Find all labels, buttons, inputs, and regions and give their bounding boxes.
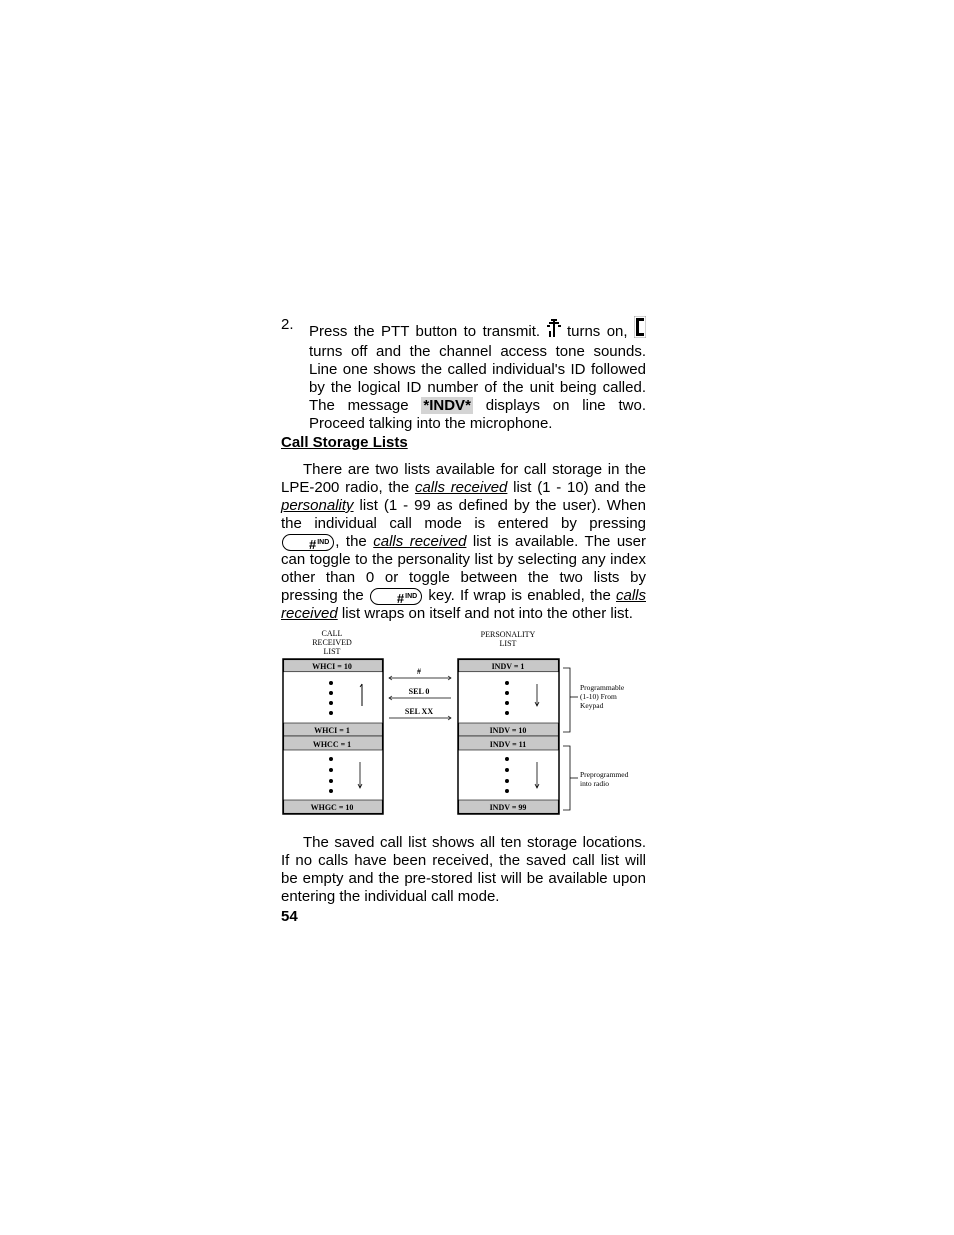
page-number: 54 [281,908,298,925]
para1-text-c: list (1 - 99 as defined by the user). When the individual call mode is entered by pressing [281,497,646,532]
left-cell-2: WHCI = 1 [314,726,350,735]
step-text-d: displays on line two. Proceed talking into the microphone. [309,397,646,432]
arrow-label-hash: # [417,667,421,676]
personality-list-box [458,659,559,814]
para1-text-g: list wraps on itself and not into the other list. [341,605,633,622]
left-cell-1: WHCI = 10 [312,662,352,671]
bracket-bottom [563,746,578,810]
note-top-line-1: Programmable [580,683,625,692]
left-title-line-2: RECEIVED [312,638,352,647]
indv-message: *INDV* [423,397,471,414]
left-title-line-1: CALL [321,629,343,638]
key-superscript: IND [317,539,330,546]
note-top-line-2: (1-10) From [580,692,617,701]
left-title-line-3: LIST [323,647,341,656]
note-bottom-line-1: Preprogrammed [580,770,629,779]
personality-term: personality [281,497,354,514]
key-symbol: # [309,537,317,552]
left-cell-3: WHCC = 1 [312,740,352,749]
note-bottom-line-2: into radio [580,779,609,788]
left-cell-4: WHGC = 10 [310,803,354,812]
step-2-text [309,316,646,433]
note-top-line-3: Keypad [580,701,604,710]
arrow-label-sel-0: SEL 0 [408,687,430,696]
para1-text-b: list (1 - 10) and the [513,479,646,496]
bracket-top [563,668,578,732]
para1-text-d: , the [335,533,367,550]
step-text-c: turns off and the channel access tone sounds. Line one shows the called individual's ID followed by the logical ID number of the unit being called. The message [309,343,646,414]
key-superscript-2: IND [405,593,418,600]
right-cell-4: INDV = 99 [489,803,527,812]
call-received-list-box [283,659,383,814]
right-cell-2: INDV = 10 [489,726,527,735]
para1-text-a: There are two lists available for call storage in the LPE-200 radio, the [281,461,646,496]
paragraph-saved-call-list: The saved call list shows all ten storage locations. If no calls have been received, the saved call list will be empty and the pre-stored list will be available upon entering the individual call mode. [281,834,646,905]
arrow-label-sel-xx: SEL XX [404,707,434,716]
step-text-a: Press the PTT button to transmit. [309,323,541,340]
right-title-line-2: LIST [499,639,517,648]
toggle-arrows [389,667,451,720]
transmit-icon [547,318,561,343]
call-storage-diagram [281,628,649,818]
section-heading: Call Storage Lists [281,434,408,451]
ind-key-icon-2 [370,588,422,605]
right-cell-1: INDV = 1 [491,662,525,671]
calls-received-term-3: calls received [281,587,646,622]
paragraph-call-storage [281,461,646,623]
step-number: 2. [281,316,294,333]
para1-text-f: key. If wrap is enabled, the [428,587,611,604]
right-cell-3: INDV = 11 [489,740,527,749]
step-text-b: turns on, [566,323,628,340]
right-title-line-1: PERSONALITY [480,630,536,639]
ind-key-icon [282,534,334,551]
channel-busy-icon [634,316,646,343]
para1-text-e: list is available. The user can toggle to the personality list by selecting any index other than 0 or toggle between the two lists by pressing the [281,533,647,604]
key-symbol-2: # [396,591,405,606]
step-2 [281,316,646,433]
calls-received-term: calls received [414,479,508,496]
calls-received-term-2: calls received [373,533,467,550]
